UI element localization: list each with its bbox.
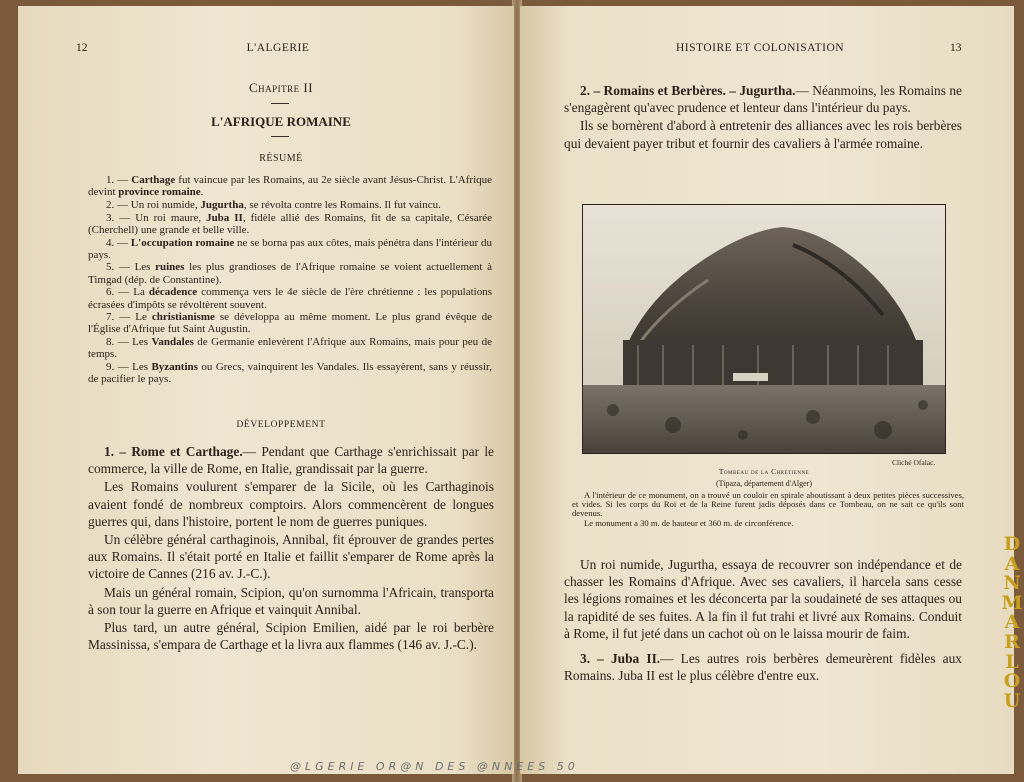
page-number-left: 12 [76,42,88,54]
caption-body [572,491,964,528]
summary-item [88,361,492,385]
summary-item [88,311,492,335]
summary-number: 6. — [106,286,134,299]
section-1-first-paragraph [88,443,494,477]
left-page [18,6,514,774]
jugurtha-paragraph: Un roi numide, Jugurtha, essaya de recouvrer son indépendance et de chasser les Romains d'Afrique. Avec ses cavaliers, il harcela sans cesse les légions romaines et les déconcerta par la soudaineté de ses attaques ou la rapidité de ses fuites. A la fin il fut trahi et livré aux Romains. Conduit à Rome, il fut jeté dans un cachot où on le laissa mourir de faim. [564,557,962,641]
summary-bold: Vandales [151,336,194,349]
summary-list [88,174,492,386]
tomb-photograph [582,204,946,454]
paragraph: Ils se bornèrent d'abord à entretenir des alliances avec les rois berbères qui devaient payer tribut et fournir des cavaliers à l'armée romaine. [564,118,962,151]
summary-text: commença vers le 4e siècle de l'ère chrétienne : les populations écrasées d'impôts se révoltèrent souvent. [88,286,492,311]
right-page [520,6,1014,774]
summary-text: , se révolta contre les Romains. Il fut vaincu. [243,198,441,211]
summary-item [88,174,492,198]
summary-number: 8. — [106,336,133,349]
summary-item [88,336,492,360]
section-1-title: 1. – Rome et Carthage. [104,444,243,459]
footer-watermark: @LGERIE OR@N DES @NNEES 50 [290,760,579,773]
summary-bold: Juba II [206,211,243,224]
summary-text: se développa au même moment. Le plus grand évêque de l'Église d'Afrique fut Saint Augustin. [88,311,492,336]
caption-subtitle: (Tipaza, département d'Alger) [716,479,812,488]
summary-number: 7. — [106,311,136,324]
summary-number: 9. — [106,361,133,374]
summary-number: 2. — [106,198,131,211]
summary-number: 3. — [106,211,136,224]
caption-paragraph: Le monument a 30 m. de hauteur et 360 m. de circonférence. [584,517,794,528]
summary-text: Les [132,361,152,374]
summary-number: 4. — [106,236,131,249]
section-3-title: 3. – Juba II. [580,651,661,667]
paragraph: — Pendant que Carthage s'enrichissait par le commerce, la ville de Rome, en Italie, grandissait par la guerre. [88,444,494,477]
summary-text: Les [132,336,152,349]
summary-text: ou Grecs, vainquirent les Vandales. Ils essayèrent, sans y réussir, de pacifier le pays. [88,361,492,386]
paragraph: — Les autres rois berbères demeurèrent fidèles aux Romains. Juba II est le plus célèbre d'entre eux. [564,651,962,684]
summary-text: Un roi maure, [135,211,207,224]
summary-text: ne se borna pas aux côtes, mais pénétra dans l'intérieur du pays. [88,236,492,261]
paragraph: Un célèbre général carthaginois, Annibal, fit éprouver de grandes pertes aux Romains. Il s'était porté en Italie et faillit s'emparer de Rome après la victoire de Cannes (216 av. J.-C.). [88,532,494,582]
summary-text: les plus grandioses de l'Afrique romaine se voient actuellement à Timgad (dép. de Constantine). [88,261,492,286]
section-2-first-paragraph [564,82,962,116]
paragraph: — Néanmoins, les Romains ne s'engagèrent qu'avec prudence et lenteur dans l'intérieur du pays. [564,83,963,116]
section-1 [88,443,494,654]
summary-item [88,261,492,285]
tomb-image [583,205,945,453]
summary-text: Un roi numide, [130,198,201,211]
page-number-right: 13 [950,42,962,54]
paragraph: Mais un général romain, Scipion, qu'on surnomma l'Africain, transporta à son tour la guerre en Afrique et vainquit Annibal. [88,584,494,617]
summary-bold: christianisme [151,311,215,324]
summary-bold: Byzantins [151,361,198,374]
divider [271,103,289,104]
development-heading: DÉVELOPPEMENT [236,420,326,430]
caption-title: Tombeau de la Chrétienne [718,467,810,476]
chapter-label: Chapitre II [248,80,314,95]
summary-text: Le [135,311,152,324]
section-3 [564,556,962,685]
summary-bold: ruines [155,261,185,274]
summary-bold: Jugurtha [200,198,244,211]
caption-paragraph: A l'intérieur de ce monument, on a trouvé un couloir en spirale aboutissant à deux petites pièces successives, et vides. Si les corps du Roi et de la Reine furent jadis déposés dans ce Tombeau, on ne sait ce qu'ils sont devenus. [572,490,964,519]
summary-text: . [200,186,204,199]
photo-credit: Cliché Ofalac. [892,458,936,467]
summary-bold: Carthage [131,174,176,186]
summary-text: Les [134,261,156,274]
summary-bold: L'occupation romaine [130,236,235,249]
summary-text: de Germanie enlevèrent l'Afrique aux Romains, mais pour peu de temps. [88,336,493,361]
running-head-right: HISTOIRE ET COLONISATION [676,42,845,54]
summary-item [88,286,492,310]
section-3-paragraph [564,650,962,684]
summary-text: fut vaincue par les Romains, au 2e siècle avant Jésus-Christ. L'Afrique devint [88,174,493,199]
summary-item [88,237,492,261]
summary-text: La [133,286,149,299]
side-watermark: D A N M A R L O U [1001,533,1023,712]
section-2 [564,82,962,153]
paragraph: Les Romains voulurent s'emparer de la Sicile, où les Carthaginois avaient fondé de nombreux comptoirs. Alors commencèrent de longues guerres qui, dans l'histoire, portent le nom de guerres puniques. [88,479,494,529]
summary-bold: province romaine [118,186,201,199]
summary-item [88,199,492,211]
summary-text: , fidèle allié des Romains, fit de sa capitale, Césarée (Cherchell) une grande et belle ville. [88,211,493,236]
section-2-title: 2. – Romains et Berbères. – Jugurtha. [580,83,796,98]
summary-heading: RÉSUMÉ [259,153,303,164]
summary-number: 5. — [106,261,135,274]
summary-item [88,212,492,236]
chapter-title: L'AFRIQUE ROMAINE [211,114,351,129]
summary-bold: décadence [148,286,198,299]
paragraph: Plus tard, un autre général, Scipion Emilien, aidé par le roi berbère Massinissa, s'empara de Carthage et la livra aux flammes (146 av. J.-C.). [88,620,494,653]
running-head-left: L'ALGERIE [246,42,310,54]
divider [271,136,289,137]
summary-number: 1. — [106,174,132,186]
